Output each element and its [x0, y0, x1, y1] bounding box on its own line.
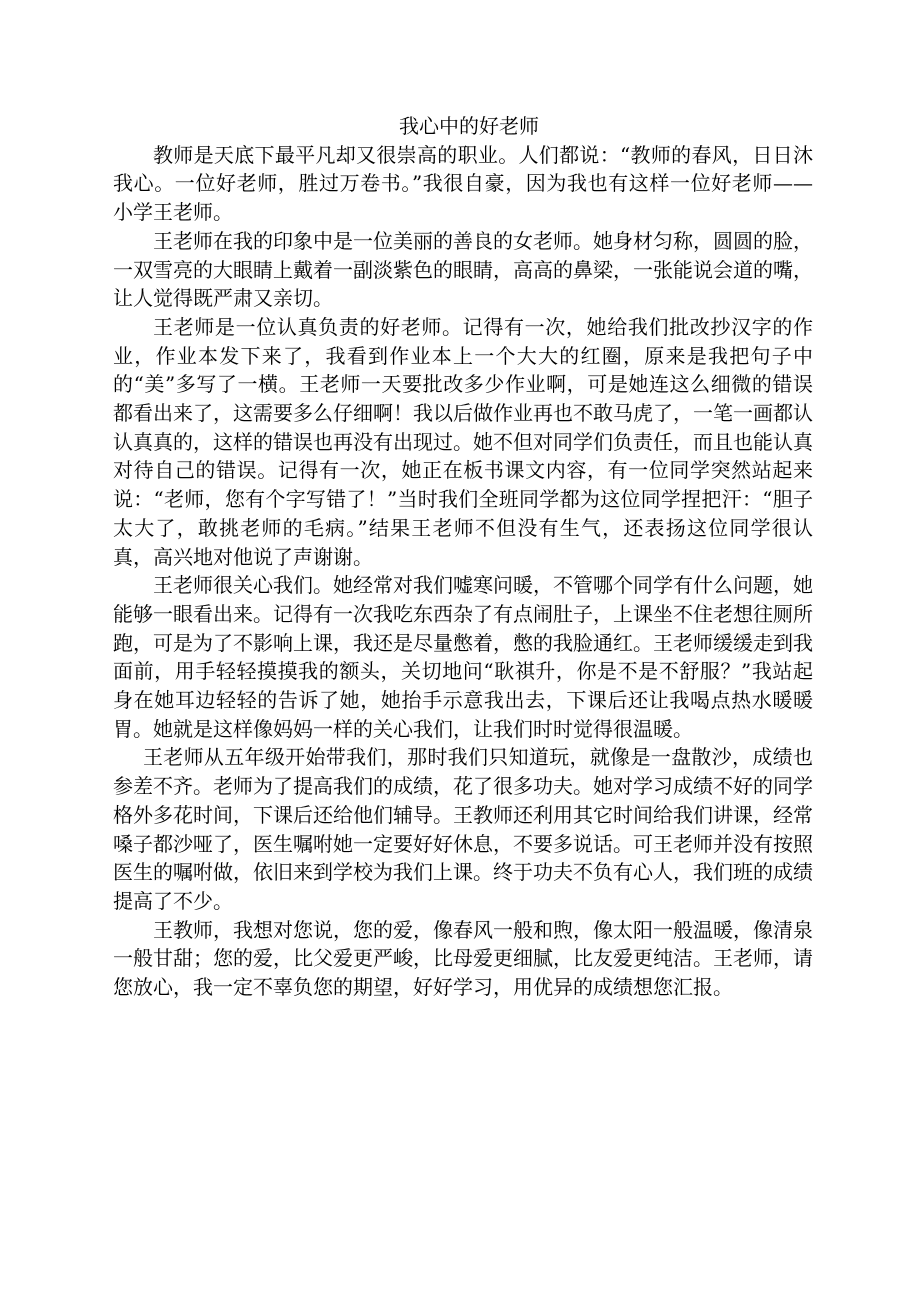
document-body	[113, 112, 813, 1002]
paragraph-1: 教师是天底下最平凡却又很崇高的职业。人们都说：“教师的春风，日日沐我心。一位好老师，胜过万卷书。”我很自豪，因为我也有这样一位好老师——小学王老师。	[113, 142, 813, 225]
paragraph-6: 王教师，我想对您说，您的爱，像春风一般和煦，像太阳一般温暖，像清泉一般甘甜；您的爱，比父爱更严峻，比母爱更细腻，比友爱更纯洁。王老师，请您放心，我一定不辜负您的期望，好好学习，用优异的成绩想您汇报。	[113, 917, 813, 1000]
paragraph-4: 王老师很关心我们。她经常对我们嘘寒问暖，不管哪个同学有什么问题，她能够一眼看出来。记得有一次我吃东西杂了有点闹肚子，上课坐不住老想往厕所跑，可是为了不影响上课，我还是尽量憋着，憋的我脸通红。王老师缓缓走到我面前，用手轻轻摸摸我的额头，关切地问“耿祺升，你是不是不舒服？”我站起身在她耳边轻轻的告诉了她，她抬手示意我出去，下课后还让我喝点热水暖暖胃。她就是这样像妈妈一样的关心我们，让我们时时觉得很温暖。	[113, 573, 813, 741]
document-title: 我心中的好老师	[399, 114, 539, 138]
paragraph-5: 王老师从五年级开始带我们，那时我们只知道玩，就像是一盘散沙，成绩也参差不齐。老师为了提高我们的成绩，花了很多功夫。她对学习成绩不好的同学格外多花时间，下课后还给他们辅导。王教师还利用其它时间给我们讲课，经常嗓子都沙哑了，医生嘱咐她一定要好好休息，不要多说话。可王老师并没有按照医生的嘱咐做，依旧来到学校为我们上课。终于功夫不负有心人，我们班的成绩提高了不少。	[113, 745, 813, 913]
paragraph-2: 王老师在我的印象中是一位美丽的善良的女老师。她身材匀称，圆圆的脸，一双雪亮的大眼睛上戴着一副淡紫色的眼睛，高高的鼻梁，一张能说会道的嘴，让人觉得既严肃又亲切。	[113, 228, 813, 311]
paragraph-3: 王老师是一位认真负责的好老师。记得有一次，她给我们批改抄汉字的作业，作业本发下来了，我看到作业本上一个大大的红圈，原来是我把句子中的“美”多写了一横。王老师一天要批改多少作业啊，可是她连这么细微的错误都看出来了，这需要多么仔细啊！我以后做作业再也不敢马虎了，一笔一画都认认真真的，这样的错误也再没有出现过。她不但对同学们负责任，而且也能认真对待自己的错误。记得有一次，她正在板书课文内容，有一位同学突然站起来说：“老师，您有个字写错了！”当时我们全班同学都为这位同学捏把汗：“胆子太大了，敢挑老师的毛病。”结果王老师不但没有生气，还表扬这位同学很认真，高兴地对他说了声谢谢。	[113, 314, 813, 569]
